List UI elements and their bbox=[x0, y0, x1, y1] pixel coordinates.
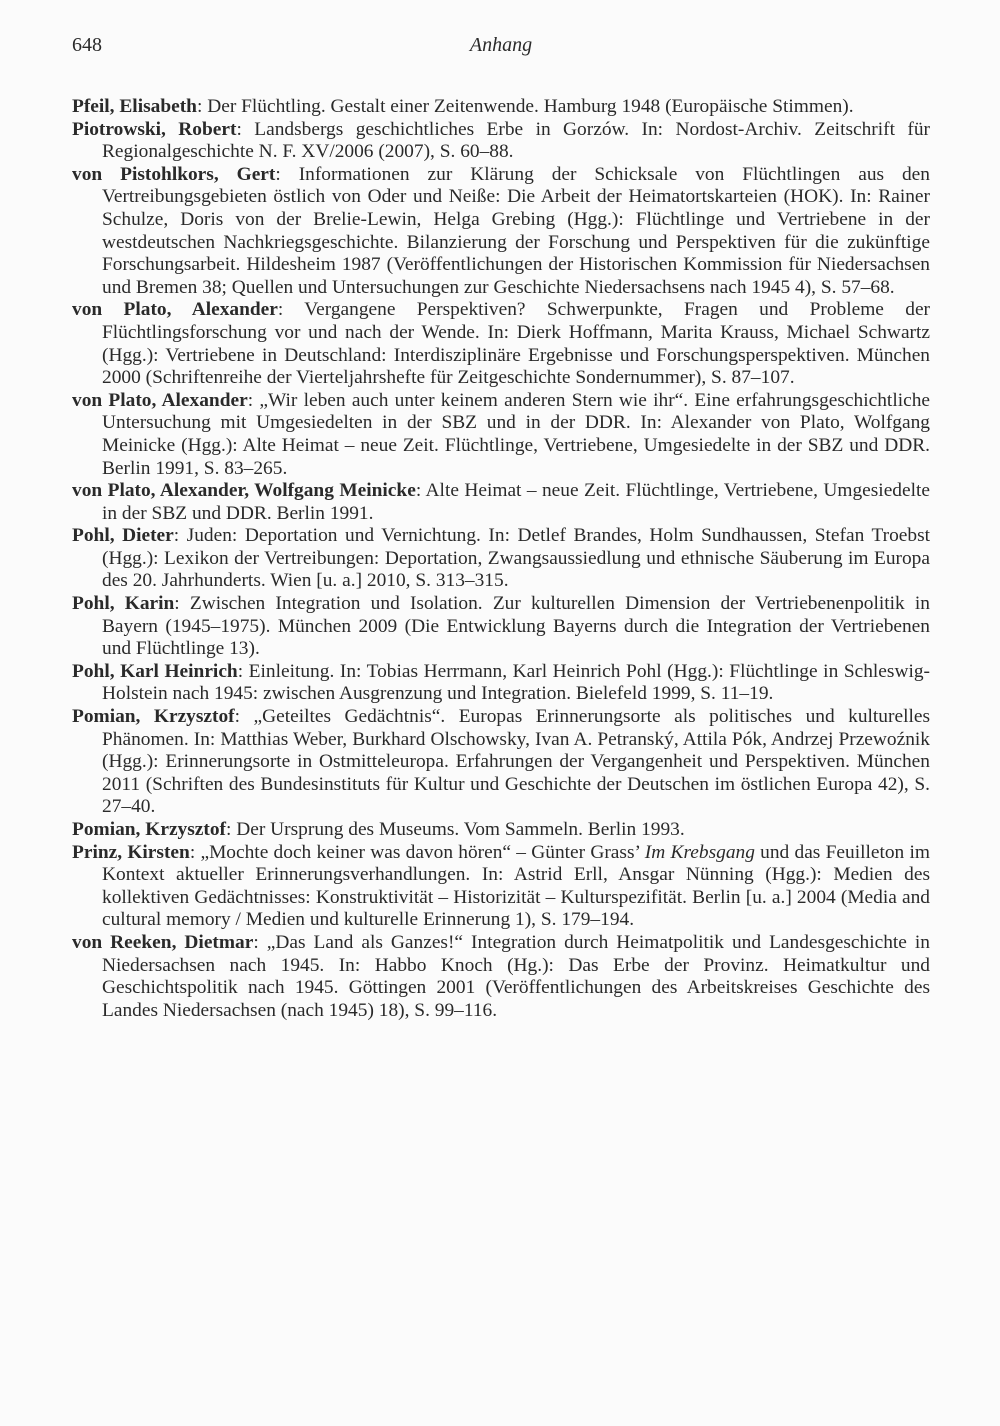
running-head: Anhang bbox=[469, 34, 533, 56]
entry-author: Pomian, Krzysztof bbox=[72, 819, 227, 840]
bibliography-entry bbox=[72, 299, 930, 389]
page-header bbox=[72, 34, 930, 64]
entry-text: : Landsbergs geschichtliches Erbe in Gorzów. In: Nordost-Archiv. Zeitschrift für Regionalgeschichte N. F. XV/2006 (2007), S. 60–88. bbox=[102, 118, 931, 163]
entry-author: von Plato, Alexander, Wolfgang Meinicke bbox=[72, 480, 416, 502]
entry-text: : Der Flüchtling. Gestalt einer Zeitenwende. Hamburg 1948 (Europäische Stimmen). bbox=[196, 96, 854, 117]
bibliography-entry bbox=[72, 593, 930, 661]
bibliography-entry bbox=[72, 119, 930, 164]
bibliography-entry bbox=[72, 842, 930, 932]
page-number: 648 bbox=[72, 34, 102, 56]
entry-text: : Vergangene Perspektiven? Schwerpunkte, Fragen und Probleme der Flüchtlingsforschung vor und nach der Wende. In: Dierk Hoffmann, Marita Krauss, Michael Schwartz (Hgg.): Vertriebene in Deutschland: Interdisziplinäre Ergebnisse und Forschungsperspektiven. München 2000 (Schriftenreihe der Vierteljahrshefte für Zeitgeschichte Sondernummer), S. 87–107. bbox=[102, 299, 931, 389]
bibliography-entry bbox=[72, 661, 930, 706]
entry-text: : „Geteiltes Gedächtnis“. Europas Erinnerungsorte als politisches und kulturelles Phänomen. In: Matthias Weber, Burkhard Olschowsky, Ivan A. Petranský, Attila Pók, Andrzej Przewoźnik (Hgg.): Erinnerungsorte in Ostmitteleuropa. Erfahrungen der Vergangenheit und Perspektiven. München 2011 (Schriften des Bundesinstituts für Kultur und Geschichte der Deutschen im östlichen Europa 42), S. 27–40. bbox=[102, 706, 930, 818]
entry-text: : Juden: Deportation und Vernichtung. In: Detlef Brandes, Holm Sundhaussen, Stefan Troebst (Hgg.): Lexikon der Vertreibungen: Deportation, Zwangsaussiedlung und ethnische Säuberung im Europa des 20. Jahrhunderts. Wien [u. a.] 2010, S. 313–315. bbox=[102, 525, 931, 592]
bibliography-entry bbox=[72, 390, 930, 480]
bibliography-entry bbox=[72, 706, 930, 819]
entry-text: : „Das Land als Ganzes!“ Integration durch Heimatpolitik und Landesgeschichte in Niedersachsen nach 1945. In: Habbo Knoch (Hg.): Das Erbe der Provinz. Heimatkultur und Geschichtspolitik nach 1945. Göttingen 2001 (Veröffentlichungen des Arbeitskreises Geschichte des Landes Niedersachsen (nach 1945) 18), S. 99–116. bbox=[102, 931, 930, 1021]
bibliography-entry bbox=[72, 480, 930, 525]
entry-text-after: und das Feuilleton im Kontext aktueller Erinnerungsverhandlungen. In: Astrid Erll, Ansgar Nünning (Hgg.): Medien des kollektiven Gedächtnisses: Konstruktivität – Historizität – Kulturspezifität. Berlin [u. a.] 2004 (Media and cultural memory / Medien und kulturelle Erinnerung 1), S. 179–194. bbox=[102, 841, 930, 931]
entry-text: : Informationen zur Klärung der Schicksale von Flüchtlingen aus den Vertreibungsgebieten östlich von Oder und Neiße: Die Arbeit der Heimatortskarteien (HOK). In: Rainer Schulze, Doris von der Brelie-Lewin, Helga Grebing (Hgg.): Flüchtlinge und Vertriebene in der westdeutschen Nachkriegsgeschichte. Bilanzierung der Forschung und Perspektiven für die zukünftige Forschungsarbeit. Hildesheim 1987 (Veröffentlichungen der Historischen Kommission für Niedersachsen und Bremen 38; Quellen und Untersuchungen zur Geschichte Niedersachsens nach 1945 4), S. 57–68. bbox=[102, 163, 930, 298]
entry-text: : Zwischen Integration und Isolation. Zur kulturellen Dimension der Vertriebenenpolitik in Bayern (1945–1975). München 2009 (Die Entwicklung Bayerns durch die Integration der Vertriebenen und Flüchtlinge 13). bbox=[102, 593, 930, 660]
entry-author: Pohl, Karl Heinrich bbox=[72, 660, 238, 682]
entry-author: Pfeil, Elisabeth bbox=[72, 96, 197, 117]
entry-author: von Plato, Alexander bbox=[72, 299, 278, 321]
entry-author: Pohl, Karin bbox=[72, 593, 175, 615]
entry-author: Piotrowski, Robert bbox=[72, 118, 237, 140]
entry-author: Pomian, Krzysztof bbox=[72, 706, 235, 728]
entry-author: von Plato, Alexander bbox=[72, 389, 248, 411]
bibliography-entry bbox=[72, 819, 930, 842]
bibliography-list bbox=[72, 96, 930, 1022]
bibliography-entry bbox=[72, 525, 930, 593]
entry-text: : „Wir leben auch unter keinem anderen Stern wie ihr“. Eine erfahrungsgeschichtliche Untersuchung mit Umgesiedelten in der SBZ und in der DDR. In: Alexander von Plato, Wolfgang Meinicke (Hgg.): Alte Heimat – neue Zeit. Flüchtlinge, Vertriebene, Umgesiedelte in der SBZ und DDR. Berlin 1991, S. 83–265. bbox=[102, 389, 930, 479]
entry-author: von Pistohlkors, Gert bbox=[72, 163, 276, 185]
entry-text: : „Mochte doch keiner was davon hören“ – Günter Grass’ bbox=[189, 841, 645, 863]
entry-text: : Alte Heimat – neue Zeit. Flüchtlinge, Vertriebene, Umgesiedelte in der SBZ und DDR. Berlin 1991. bbox=[102, 480, 930, 524]
entry-text: : Einleitung. In: Tobias Herrmann, Karl Heinrich Pohl (Hgg.): Flüchtlinge in Schleswig-Holstein nach 1945: zwischen Ausgrenzung und Integration. Bielefeld 1999, S. 11–19. bbox=[102, 660, 930, 705]
bibliography-entry bbox=[72, 164, 930, 300]
bibliography-entry bbox=[72, 932, 930, 1022]
entry-italic-title: Im Krebsgang bbox=[644, 841, 755, 863]
entry-author: Prinz, Kirsten bbox=[72, 841, 190, 863]
entry-text: : Der Ursprung des Museums. Vom Sammeln. Berlin 1993. bbox=[226, 819, 685, 840]
bibliography-entry bbox=[72, 96, 930, 119]
entry-author: von Reeken, Dietmar bbox=[72, 931, 254, 953]
entry-author: Pohl, Dieter bbox=[72, 525, 174, 547]
